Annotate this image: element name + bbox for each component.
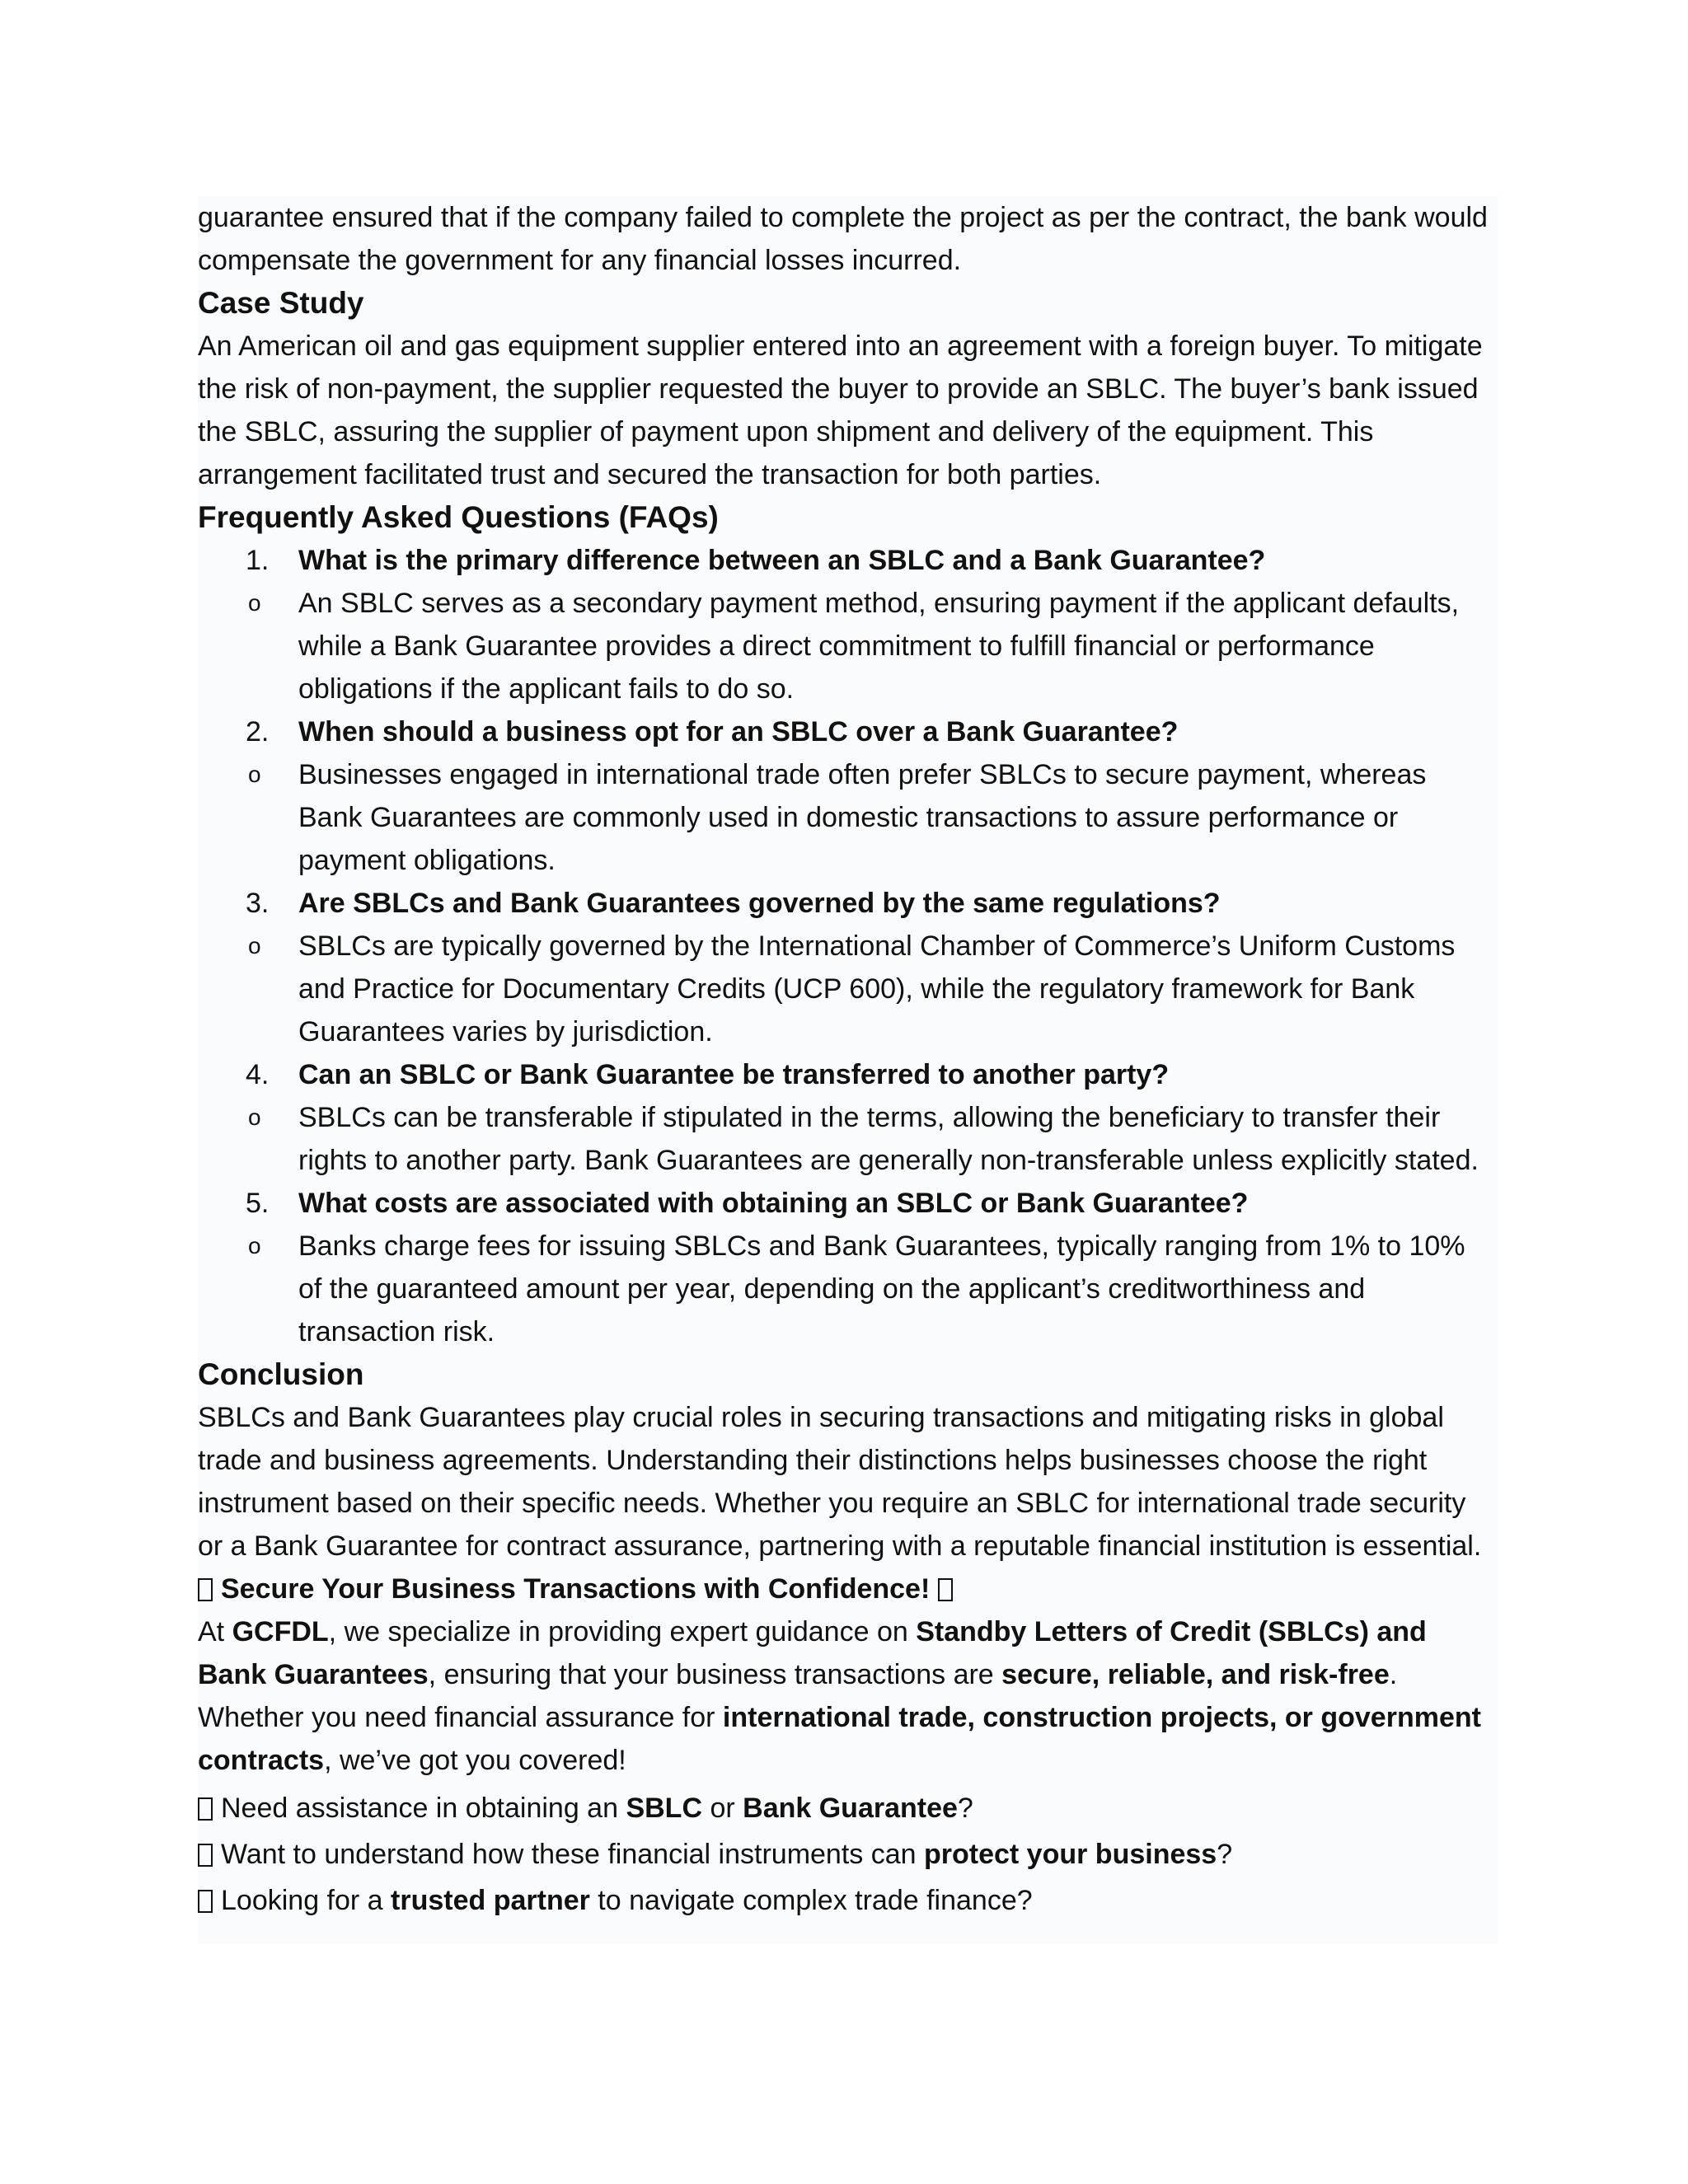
intro-paragraph: guarantee ensured that if the company failed to complete the project as per the contract, the bank would compensate the government for any financial losses incurred.	[198, 202, 1488, 276]
faq-answer: Banks charge fees for issuing SBLCs and Bank Guarantees, typically ranging from 1% to 10% of the guaranteed amount per year, depending on the applicant’s creditworthiness and transaction risk.	[298, 1230, 1465, 1347]
faq-question: Can an SBLC or Bank Guarantee be transferred to another party?	[298, 1059, 1170, 1090]
cta-headline: Secure Your Business Transactions with Confidence!	[198, 1568, 1498, 1610]
faq-number: 5.	[246, 1188, 270, 1219]
faq-number: 1.	[246, 545, 270, 576]
faq-question: What is the primary difference between an SBLC and a Bank Guarantee?	[298, 545, 1266, 576]
conclusion-paragraph: SBLCs and Bank Guarantees play crucial roles in securing transactions and mitigating risks in global trade and business agreements. Understanding their distinctions helps businesses choose the right instrument based on their specific needs. Whether you require an SBLC for international trade security or a Bank Guarantee for contract assurance, partnering with a reputable financial institution is essential.	[198, 1402, 1482, 1562]
missing-glyph-icon	[198, 1890, 213, 1913]
faq-question: When should a business opt for an SBLC over a Bank Guarantee?	[298, 716, 1179, 748]
company-name: GCFDL	[232, 1616, 329, 1647]
bullet-icon: o	[248, 590, 261, 616]
faq-question: Are SBLCs and Bank Guarantees governed by the same regulations?	[298, 888, 1221, 919]
cta-question-3: Looking for a trusted partner to navigate complex trade finance?	[198, 1879, 1498, 1922]
case-study-paragraph: An American oil and gas equipment supplier entered into an agreement with a foreign buyer. To mitigate the risk of non-payment, the supplier requested the buyer to provide an SBLC. The buyer’s bank issued the SBLC, assuring the supplier of payment upon shipment and delivery of the equipment. This arrangement facilitated trust and secured the transaction for both parties.	[198, 330, 1483, 490]
faq-answer: SBLCs can be transferable if stipulated in the terms, allowing the beneficiary to transfer their rights to another party. Bank Guarantees are generally non-transferable unless explicitly stated.	[298, 1102, 1479, 1176]
faq-number: 4.	[246, 1059, 270, 1090]
bullet-icon: o	[248, 762, 261, 787]
missing-glyph-icon	[198, 1797, 213, 1821]
bullet-icon: o	[248, 1104, 261, 1130]
missing-glyph-icon	[198, 1844, 213, 1867]
faq-number: 3.	[246, 888, 270, 919]
cta-question-1: Need assistance in obtaining an SBLC or Bank Guarantee?	[198, 1787, 1498, 1830]
faq-number: 2.	[246, 716, 270, 748]
missing-glyph-icon	[938, 1578, 953, 1601]
cta-question-2: Want to understand how these financial instruments can protect your business?	[198, 1833, 1498, 1876]
cta-paragraph: At GCFDL, we specialize in providing expert guidance on Standby Letters of Credit (SBLCs) and Bank Guarantees, ensuring that your business transactions are secure, reliable, and risk-free. Whether you need financial assurance for international trade, construction projects, or government contracts, we’ve got you covered!	[198, 1616, 1481, 1776]
missing-glyph-icon	[198, 1578, 213, 1601]
bullet-icon: o	[248, 933, 261, 958]
faq-answer: Businesses engaged in international trade often prefer SBLCs to secure payment, whereas Bank Guarantees are commonly used in domestic transactions to assure performance or payment obligations.	[298, 759, 1427, 876]
bullet-icon: o	[248, 1233, 261, 1258]
document-page	[198, 196, 1498, 1943]
conclusion-heading: Conclusion	[198, 1357, 364, 1391]
faq-answer: SBLCs are typically governed by the International Chamber of Commerce’s Uniform Customs and Practice for Documentary Credits (UCP 600), while the regulatory framework for Bank Guarantees varies by jurisdiction.	[298, 930, 1456, 1047]
case-study-heading: Case Study	[198, 286, 364, 320]
faq-heading: Frequently Asked Questions (FAQs)	[198, 500, 719, 534]
faq-question: What costs are associated with obtaining an SBLC or Bank Guarantee?	[298, 1188, 1249, 1219]
faq-answer: An SBLC serves as a secondary payment method, ensuring payment if the applicant defaults, while a Bank Guarantee provides a direct commitment to fulfill financial or performance obligations if the applicant fails to do so.	[298, 588, 1460, 705]
